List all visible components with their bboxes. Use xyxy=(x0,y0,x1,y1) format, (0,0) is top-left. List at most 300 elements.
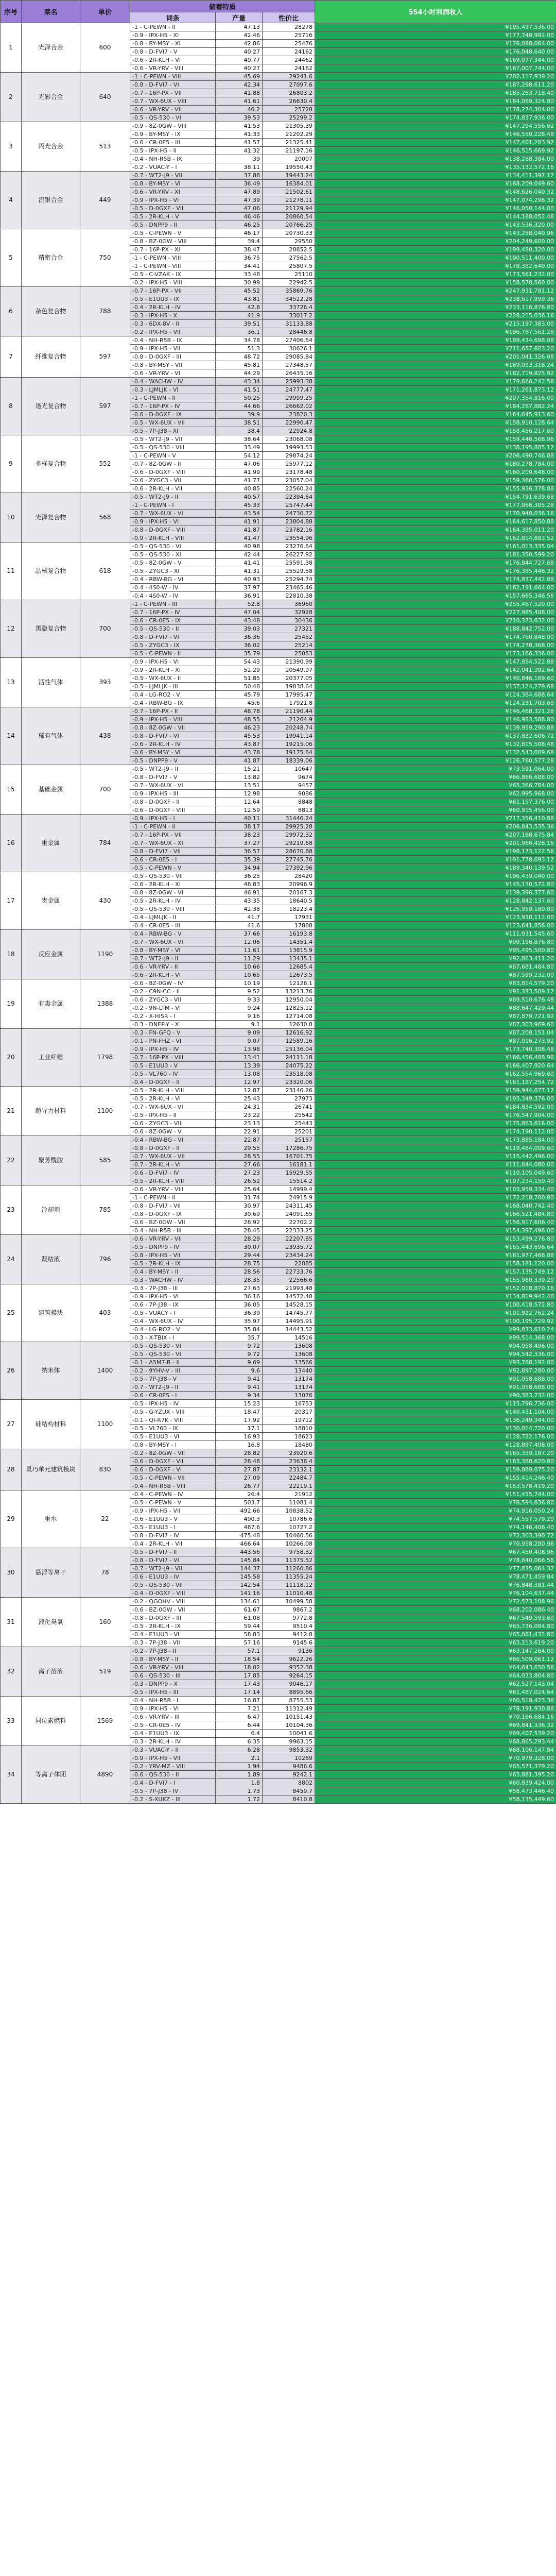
ratio-cell[interactable]: 23276.64 xyxy=(263,543,315,551)
production-cell[interactable]: 40.27 xyxy=(216,48,263,56)
income-cell[interactable]: ¥164,385,011.20 xyxy=(315,526,556,534)
group-name-cell[interactable]: 凝结液 xyxy=(22,1235,80,1284)
production-cell[interactable]: 36.05 xyxy=(216,1301,263,1309)
ratio-cell[interactable]: 10838.52 xyxy=(263,1507,315,1515)
feature-cell[interactable]: -0.5 - QS-530 - VIII xyxy=(130,905,216,913)
feature-cell[interactable]: -0.7 - 16P-PX - IV xyxy=(130,402,216,411)
production-cell[interactable]: 41.33 xyxy=(216,130,263,139)
ratio-cell[interactable]: 28670.88 xyxy=(263,848,315,856)
feature-cell[interactable]: -0.8 - D-0GXF - VIII xyxy=(130,526,216,534)
feature-cell[interactable]: -0.6 - CR-0E5 - III xyxy=(130,139,216,147)
income-cell[interactable]: ¥132,815,508.48 xyxy=(315,740,556,749)
feature-cell[interactable]: -0.6 - CR-0E5 - IX xyxy=(130,617,216,625)
feature-cell[interactable]: -0.6 - E1UU3 - V xyxy=(130,1515,216,1523)
production-cell[interactable]: 43.48 xyxy=(216,617,263,625)
ratio-cell[interactable]: 10647 xyxy=(263,765,315,773)
income-cell[interactable]: ¥126,760,577.28 xyxy=(315,757,556,765)
production-cell[interactable]: 45.52 xyxy=(216,287,263,295)
income-cell[interactable]: ¥182,719,825.92 xyxy=(315,369,556,378)
production-cell[interactable]: 33.49 xyxy=(216,444,263,452)
production-cell[interactable]: 17.85 xyxy=(216,1672,263,1680)
ratio-cell[interactable]: 22333.25 xyxy=(263,1227,315,1235)
ratio-cell[interactable]: 20860.54 xyxy=(263,213,315,221)
ratio-cell[interactable]: 11260.86 xyxy=(263,1565,315,1573)
group-price-cell[interactable]: 597 xyxy=(80,336,130,378)
feature-cell[interactable]: -0.5 - DNPP9 - V xyxy=(130,757,216,765)
income-cell[interactable]: ¥162,814,883.52 xyxy=(315,534,556,543)
income-cell[interactable]: ¥154,791,639.68 xyxy=(315,493,556,501)
income-cell[interactable]: ¥165,443,696.64 xyxy=(315,1243,556,1251)
feature-cell[interactable]: -0.6 - CR-0E5 - I xyxy=(130,1392,216,1400)
income-cell[interactable]: ¥91,333,509.12 xyxy=(315,988,556,996)
income-cell[interactable]: ¥64,643,650.56 xyxy=(315,1664,556,1672)
group-seq-cell[interactable]: 26 xyxy=(1,1342,22,1400)
table-row[interactable] xyxy=(1,1342,556,1350)
production-cell[interactable]: 38.47 xyxy=(216,246,263,254)
ratio-cell[interactable]: 19550.43 xyxy=(263,163,315,172)
feature-cell[interactable]: -1 - C-PEWN - VIII xyxy=(130,262,216,270)
group-seq-cell[interactable]: 3 xyxy=(1,122,22,172)
ratio-cell[interactable]: 27562.5 xyxy=(263,254,315,262)
production-cell[interactable]: 39.9 xyxy=(216,411,263,419)
feature-cell[interactable]: -0.4 - LG-RO2 - V xyxy=(130,1326,216,1334)
group-name-cell[interactable]: 贵金属 xyxy=(22,872,80,930)
feature-cell[interactable]: -0.3 - 6DX-8V - II xyxy=(130,320,216,328)
ratio-cell[interactable]: 22942.5 xyxy=(263,279,315,287)
group-seq-cell[interactable]: 9 xyxy=(1,435,22,493)
feature-cell[interactable]: -1 - C-PEWN - II xyxy=(130,1194,216,1202)
feature-cell[interactable]: -0.6 - VR-YRV - II xyxy=(130,963,216,971)
ratio-cell[interactable]: 23782.16 xyxy=(263,526,315,534)
group-price-cell[interactable]: 640 xyxy=(80,73,130,122)
ratio-cell[interactable]: 10269 xyxy=(263,1754,315,1762)
production-cell[interactable]: 28.82 xyxy=(216,1449,263,1458)
production-cell[interactable]: 48.72 xyxy=(216,353,263,361)
group-price-cell[interactable]: 830 xyxy=(80,1449,130,1490)
production-cell[interactable]: 1.94 xyxy=(216,1762,263,1771)
header-name[interactable]: 菜名 xyxy=(22,1,80,23)
income-cell[interactable]: ¥201,966,428.16 xyxy=(315,839,556,848)
income-cell[interactable]: ¥166,521,484.80 xyxy=(315,1210,556,1218)
feature-cell[interactable]: -0.6 - VR-YRV - VIII xyxy=(130,1664,216,1672)
feature-cell[interactable]: -0.1 - A5M7-B - II xyxy=(130,1359,216,1367)
income-cell[interactable]: ¥189,340,139.52 xyxy=(315,864,556,872)
feature-cell[interactable]: -0.6 - ZYGC3 - VIII xyxy=(130,1120,216,1128)
ratio-cell[interactable]: 25443 xyxy=(263,1120,315,1128)
table-row[interactable] xyxy=(1,1647,556,1655)
income-cell[interactable]: ¥174,760,848.00 xyxy=(315,633,556,641)
feature-cell[interactable]: -0.6 - 2R-KLH - IV xyxy=(130,740,216,749)
ratio-cell[interactable]: 10499.58 xyxy=(263,1598,315,1606)
feature-cell[interactable]: -0.4 - NH-R5B - IX xyxy=(130,336,216,345)
group-seq-cell[interactable]: 12 xyxy=(1,600,22,658)
table-row[interactable] xyxy=(1,600,556,608)
table-row[interactable] xyxy=(1,1598,556,1606)
ratio-cell[interactable]: 30626.1 xyxy=(263,345,315,353)
feature-cell[interactable]: -1 - C-PEWN - V xyxy=(130,452,216,460)
feature-cell[interactable]: -0.5 - QS-530 - II xyxy=(130,625,216,633)
income-cell[interactable]: ¥176,844,727.68 xyxy=(315,559,556,567)
ratio-cell[interactable]: 8848 xyxy=(263,798,315,806)
ratio-cell[interactable]: 24111.18 xyxy=(263,1054,315,1062)
feature-cell[interactable]: -0.5 - LJMLJK - III xyxy=(130,683,216,691)
production-cell[interactable]: 17.92 xyxy=(216,1416,263,1425)
income-cell[interactable]: ¥74,916,050.24 xyxy=(315,1507,556,1515)
income-cell[interactable]: ¥238,617,999.36 xyxy=(315,295,556,303)
income-cell[interactable]: ¥124,231,703.68 xyxy=(315,699,556,707)
group-seq-cell[interactable]: 33 xyxy=(1,1697,22,1746)
group-seq-cell[interactable]: 13 xyxy=(1,658,22,707)
group-name-cell[interactable]: 重金属 xyxy=(22,815,80,872)
feature-cell[interactable]: -0.7 - WX-6UX - VI xyxy=(130,510,216,518)
ratio-cell[interactable]: 13076 xyxy=(263,1392,315,1400)
income-cell[interactable]: ¥140,431,104.00 xyxy=(315,1408,556,1416)
income-cell[interactable]: ¥76,848,381.44 xyxy=(315,1581,556,1589)
income-cell[interactable]: ¥137,124,279.68 xyxy=(315,683,556,691)
income-cell[interactable]: ¥185,263,718.40 xyxy=(315,89,556,97)
income-cell[interactable]: ¥78,640,066.56 xyxy=(315,1556,556,1565)
production-cell[interactable]: 47.89 xyxy=(216,188,263,196)
ratio-cell[interactable]: 23434.24 xyxy=(263,1251,315,1260)
income-cell[interactable]: ¥207,354,816.00 xyxy=(315,394,556,402)
ratio-cell[interactable]: 23140.26 xyxy=(263,1087,315,1095)
income-cell[interactable]: ¥111,844,080.00 xyxy=(315,1161,556,1169)
ratio-cell[interactable]: 14745.77 xyxy=(263,1309,315,1317)
group-name-cell[interactable]: 离子溶液 xyxy=(22,1647,80,1697)
ratio-cell[interactable]: 13815.9 xyxy=(263,946,315,955)
ratio-cell[interactable]: 13174 xyxy=(263,1375,315,1383)
group-price-cell[interactable]: 585 xyxy=(80,1136,130,1185)
ratio-cell[interactable]: 14572.48 xyxy=(263,1293,315,1301)
income-cell[interactable]: ¥99,833,610.24 xyxy=(315,1326,556,1334)
group-name-cell[interactable]: 纤维复合物 xyxy=(22,336,80,378)
feature-cell[interactable]: -0.5 - D-0GXF - VII xyxy=(130,205,216,213)
group-seq-cell[interactable]: 6 xyxy=(1,287,22,336)
income-cell[interactable]: ¥176,547,904.00 xyxy=(315,1111,556,1120)
production-cell[interactable]: 45.6 xyxy=(216,699,263,707)
ratio-cell[interactable]: 25201 xyxy=(263,1128,315,1136)
feature-cell[interactable]: -0.8 - D-FVI7 - VI xyxy=(130,1556,216,1565)
feature-cell[interactable]: -0.8 - D-FVI7 - V xyxy=(130,773,216,782)
ratio-cell[interactable]: 34522.28 xyxy=(263,295,315,303)
income-cell[interactable]: ¥78,471,459.84 xyxy=(315,1573,556,1581)
production-cell[interactable]: 13.82 xyxy=(216,773,263,782)
group-seq-cell[interactable]: 34 xyxy=(1,1746,22,1804)
ratio-cell[interactable]: 18810 xyxy=(263,1425,315,1433)
income-cell[interactable]: ¥155,936,378.88 xyxy=(315,485,556,493)
feature-cell[interactable]: -0.2 - IPX-H5 - VIII xyxy=(130,279,216,287)
production-cell[interactable]: 487.6 xyxy=(216,1523,263,1532)
group-price-cell[interactable]: 449 xyxy=(80,172,130,229)
feature-cell[interactable]: -0.8 - BY-MSY - II xyxy=(130,1655,216,1664)
ratio-cell[interactable]: 13608 xyxy=(263,1350,315,1359)
ratio-cell[interactable]: 27321 xyxy=(263,625,315,633)
income-cell[interactable]: ¥167,007,744.00 xyxy=(315,64,556,73)
feature-cell[interactable]: -0.3 - DNPP9 - X xyxy=(130,1680,216,1688)
feature-cell[interactable]: -0.4 - 2R-KLH - IV xyxy=(130,303,216,312)
ratio-cell[interactable]: 9867.2 xyxy=(263,1606,315,1614)
ratio-cell[interactable]: 27973 xyxy=(263,1095,315,1103)
production-cell[interactable]: 9.07 xyxy=(216,1037,263,1045)
income-cell[interactable]: ¥87,208,151.04 xyxy=(315,1029,556,1037)
feature-cell[interactable]: -0.7 - 16P-PX - IV xyxy=(130,608,216,617)
header-feature-group[interactable]: 储蓄特质 xyxy=(130,1,315,12)
ratio-cell[interactable]: 21502.61 xyxy=(263,188,315,196)
income-cell[interactable]: ¥215,197,383.00 xyxy=(315,320,556,328)
ratio-cell[interactable]: 31446.24 xyxy=(263,815,315,823)
production-cell[interactable]: 50.25 xyxy=(216,394,263,402)
ratio-cell[interactable]: 11312.49 xyxy=(263,1705,315,1713)
production-cell[interactable]: 9.72 xyxy=(216,1350,263,1359)
income-cell[interactable]: ¥65,366,784.00 xyxy=(315,782,556,790)
income-cell[interactable]: ¥91,058,688.00 xyxy=(315,1383,556,1392)
feature-cell[interactable]: -1 - C-PEWN - I xyxy=(130,501,216,510)
income-cell[interactable]: ¥111,931,545.60 xyxy=(315,930,556,938)
income-cell[interactable]: ¥139,396,377.60 xyxy=(315,889,556,897)
ratio-cell[interactable]: 24777.47 xyxy=(263,386,315,394)
table-row[interactable] xyxy=(1,229,556,238)
feature-cell[interactable]: -0.6 - 2R-KLH - XI xyxy=(130,880,216,889)
ratio-cell[interactable]: 15514.2 xyxy=(263,1177,315,1185)
feature-cell[interactable]: -0.5 - QS-530 - VII xyxy=(130,872,216,880)
production-cell[interactable]: 54.43 xyxy=(216,658,263,666)
income-cell[interactable]: ¥255,467,520.00 xyxy=(315,600,556,608)
feature-cell[interactable]: -0.5 - WT2-J9 - II xyxy=(130,765,216,773)
ratio-cell[interactable]: 22484.7 xyxy=(263,1474,315,1482)
ratio-cell[interactable]: 19941.14 xyxy=(263,732,315,740)
feature-cell[interactable]: -0.2 - C9N-CC - II xyxy=(130,988,216,996)
feature-cell[interactable]: -0.9 - IPX-H5 - I xyxy=(130,815,216,823)
group-price-cell[interactable]: 403 xyxy=(80,1284,130,1342)
feature-cell[interactable]: -0.7 - WX-6UX - VI xyxy=(130,938,216,946)
production-cell[interactable]: 466.64 xyxy=(216,1540,263,1548)
production-cell[interactable]: 6.4 xyxy=(216,1730,263,1738)
ratio-cell[interactable]: 16193.8 xyxy=(263,930,315,938)
table-row[interactable] xyxy=(1,122,556,130)
group-name-cell[interactable]: 同位素燃料 xyxy=(22,1697,80,1746)
income-cell[interactable]: ¥87,599,232.00 xyxy=(315,971,556,979)
income-cell[interactable]: ¥136,249,344.00 xyxy=(315,1416,556,1425)
income-cell[interactable]: ¥184,287,882.24 xyxy=(315,402,556,411)
ratio-cell[interactable]: 21993.48 xyxy=(263,1284,315,1293)
ratio-cell[interactable]: 23320.06 xyxy=(263,1078,315,1087)
ratio-cell[interactable]: 12673.5 xyxy=(263,971,315,979)
income-cell[interactable]: ¥115,796,736.00 xyxy=(315,1400,556,1408)
income-cell[interactable]: ¥173,740,308.48 xyxy=(315,1045,556,1054)
income-cell[interactable]: ¥227,985,408.00 xyxy=(315,608,556,617)
ratio-cell[interactable]: 25110 xyxy=(263,270,315,279)
group-name-cell[interactable]: 硅结构材料 xyxy=(22,1400,80,1449)
income-cell[interactable]: ¥88,647,429.44 xyxy=(315,1004,556,1012)
income-cell[interactable]: ¥165,339,187.20 xyxy=(315,1449,556,1458)
group-price-cell[interactable]: 568 xyxy=(80,493,130,543)
feature-cell[interactable]: -0.9 - IPX-H5 - VI xyxy=(130,658,216,666)
ratio-cell[interactable]: 23465.46 xyxy=(263,584,315,592)
feature-cell[interactable]: -1 - C-PEWN - II xyxy=(130,23,216,31)
production-cell[interactable]: 41.32 xyxy=(216,147,263,155)
production-cell[interactable]: 12.87 xyxy=(216,1087,263,1095)
group-price-cell[interactable]: 78 xyxy=(80,1548,130,1598)
production-cell[interactable]: 36.02 xyxy=(216,641,263,650)
production-cell[interactable]: 40.93 xyxy=(216,575,263,584)
ratio-cell[interactable]: 9086 xyxy=(263,790,315,798)
income-cell[interactable]: ¥77,835,064.32 xyxy=(315,1565,556,1573)
ratio-cell[interactable]: 8895.66 xyxy=(263,1688,315,1697)
income-cell[interactable]: ¥60,839,424.00 xyxy=(315,1779,556,1787)
income-cell[interactable]: ¥128,722,176.00 xyxy=(315,1433,556,1441)
production-cell[interactable]: 27.09 xyxy=(216,1474,263,1482)
feature-cell[interactable]: -0.9 - BY-MSY - IX xyxy=(130,130,216,139)
feature-cell[interactable]: -0.5 - IPX-H5 - III xyxy=(130,1688,216,1697)
feature-cell[interactable]: -0.5 - E1UU3 - VI xyxy=(130,1433,216,1441)
production-cell[interactable]: 41.87 xyxy=(216,526,263,534)
production-cell[interactable]: 23.13 xyxy=(216,1120,263,1128)
income-cell[interactable]: ¥94,058,496.00 xyxy=(315,1342,556,1350)
production-cell[interactable]: 28.75 xyxy=(216,1260,263,1268)
income-cell[interactable]: ¥128,842,137.60 xyxy=(315,897,556,905)
ratio-cell[interactable]: 25728 xyxy=(263,106,315,114)
income-cell[interactable]: ¥153,499,276.80 xyxy=(315,1235,556,1243)
production-cell[interactable]: 44.66 xyxy=(216,402,263,411)
group-seq-cell[interactable]: 16 xyxy=(1,815,22,872)
production-cell[interactable]: 27.23 xyxy=(216,1169,263,1177)
group-price-cell[interactable]: 393 xyxy=(80,658,130,707)
ratio-cell[interactable]: 23554.96 xyxy=(263,534,315,543)
production-cell[interactable]: 41.87 xyxy=(216,757,263,765)
ratio-cell[interactable]: 23178.48 xyxy=(263,468,315,477)
ratio-cell[interactable]: 9264.15 xyxy=(263,1672,315,1680)
feature-cell[interactable]: -0.4 - RBW-BG - V xyxy=(130,930,216,938)
ratio-cell[interactable]: 13608 xyxy=(263,1342,315,1350)
feature-cell[interactable]: -0.9 - IPX-H5 - III xyxy=(130,790,216,798)
income-cell[interactable]: ¥138,288,384.00 xyxy=(315,155,556,163)
income-cell[interactable]: ¥199,480,320.00 xyxy=(315,246,556,254)
feature-cell[interactable]: -0.6 - VR-YRV - XI xyxy=(130,188,216,196)
ratio-cell[interactable]: 19215.06 xyxy=(263,740,315,749)
feature-cell[interactable]: -0.6 - 2R-KLH - VII xyxy=(130,485,216,493)
production-cell[interactable]: 35.79 xyxy=(216,650,263,658)
production-cell[interactable]: 41.91 xyxy=(216,518,263,526)
ratio-cell[interactable]: 33726.4 xyxy=(263,303,315,312)
group-name-cell[interactable]: 有毒金属 xyxy=(22,979,80,1029)
ratio-cell[interactable]: 22560.24 xyxy=(263,485,315,493)
ratio-cell[interactable]: 21197.16 xyxy=(263,147,315,155)
production-cell[interactable]: 28.56 xyxy=(216,1268,263,1276)
production-cell[interactable]: 37.88 xyxy=(216,172,263,180)
table-row[interactable] xyxy=(1,1490,556,1499)
income-cell[interactable]: ¥62,527,143.04 xyxy=(315,1680,556,1688)
production-cell[interactable]: 30.97 xyxy=(216,1202,263,1210)
group-seq-cell[interactable]: 11 xyxy=(1,543,22,600)
group-price-cell[interactable]: 750 xyxy=(80,229,130,287)
production-cell[interactable]: 61.67 xyxy=(216,1606,263,1614)
header-production[interactable]: 产量 xyxy=(216,12,263,23)
production-cell[interactable]: 45.53 xyxy=(216,732,263,740)
feature-cell[interactable]: -0.9 - IPX-H5 - XI xyxy=(130,31,216,40)
production-cell[interactable]: 26.4 xyxy=(216,1490,263,1499)
ratio-cell[interactable]: 11355.24 xyxy=(263,1573,315,1581)
ratio-cell[interactable]: 29085.84 xyxy=(263,353,315,361)
feature-cell[interactable]: -0.3 - DNEP-Y - X xyxy=(130,1021,216,1029)
group-seq-cell[interactable]: 1 xyxy=(1,23,22,73)
ratio-cell[interactable]: 21305.39 xyxy=(263,122,315,130)
income-cell[interactable]: ¥247,931,781.12 xyxy=(315,287,556,295)
group-seq-cell[interactable]: 30 xyxy=(1,1548,22,1598)
feature-cell[interactable]: -0.4 - D-0GXF - VIII xyxy=(130,1589,216,1598)
feature-cell[interactable]: -0.2 - 8Z-0GW - VII xyxy=(130,1449,216,1458)
production-cell[interactable]: 36.25 xyxy=(216,872,263,880)
ratio-cell[interactable]: 21129.94 xyxy=(263,205,315,213)
production-cell[interactable]: 1.89 xyxy=(216,1771,263,1779)
feature-cell[interactable]: -0.1 - PN-FHZ - VI xyxy=(130,1037,216,1045)
ratio-cell[interactable]: 24075.22 xyxy=(263,1062,315,1070)
feature-cell[interactable]: -0.8 - D-0GXF - II xyxy=(130,1144,216,1153)
feature-cell[interactable]: -0.7 - 16P-PX - XI xyxy=(130,246,216,254)
feature-cell[interactable]: -0.6 - D-0GXF - IX xyxy=(130,411,216,419)
feature-cell[interactable]: -0.5 - E1UU3 - IX xyxy=(130,295,216,303)
production-cell[interactable]: 41.51 xyxy=(216,386,263,394)
production-cell[interactable]: 44.29 xyxy=(216,369,263,378)
income-cell[interactable]: ¥162,191,664.00 xyxy=(315,584,556,592)
income-cell[interactable]: ¥147,401,203.92 xyxy=(315,139,556,147)
ratio-cell[interactable]: 12616.92 xyxy=(263,1029,315,1037)
ratio-cell[interactable]: 22219.1 xyxy=(263,1482,315,1490)
income-cell[interactable]: ¥174,190,112.00 xyxy=(315,1128,556,1136)
feature-cell[interactable]: -0.4 - LG-RO2 - V xyxy=(130,691,216,699)
feature-cell[interactable]: -0.6 - D-FVI7 - IV xyxy=(130,1169,216,1177)
feature-cell[interactable]: -0.4 - C-PEWN - IV xyxy=(130,1490,216,1499)
ratio-cell[interactable]: 28420 xyxy=(263,872,315,880)
feature-cell[interactable]: -0.9 - 2R-KLH - VIII xyxy=(130,534,216,543)
group-name-cell[interactable]: 多样复合物 xyxy=(22,435,80,493)
production-cell[interactable]: 52.8 xyxy=(216,600,263,608)
feature-cell[interactable]: -0.4 - BY-MSY - II xyxy=(130,1268,216,1276)
income-cell[interactable]: ¥171,261,873.12 xyxy=(315,386,556,394)
ratio-cell[interactable]: 22702.2 xyxy=(263,1218,315,1227)
production-cell[interactable]: 492.66 xyxy=(216,1507,263,1515)
income-cell[interactable]: ¥87,879,721.92 xyxy=(315,1012,556,1021)
group-seq-cell[interactable]: 15 xyxy=(1,765,22,815)
production-cell[interactable]: 39.53 xyxy=(216,114,263,122)
ratio-cell[interactable]: 21325.41 xyxy=(263,139,315,147)
feature-cell[interactable]: -0.6 - CR-0E5 - I xyxy=(130,856,216,864)
production-cell[interactable]: 35.39 xyxy=(216,856,263,864)
group-name-cell[interactable]: 液化臭氧 xyxy=(22,1598,80,1647)
production-cell[interactable]: 46.23 xyxy=(216,724,263,732)
group-price-cell[interactable]: 1569 xyxy=(80,1697,130,1746)
production-cell[interactable]: 39 xyxy=(216,155,263,163)
ratio-cell[interactable]: 24162 xyxy=(263,48,315,56)
feature-cell[interactable]: -0.6 - 8Z-0GW - IV xyxy=(130,979,216,988)
feature-cell[interactable]: -0.6 - ZYGC3 - VII xyxy=(130,996,216,1004)
production-cell[interactable]: 40.77 xyxy=(216,56,263,64)
ratio-cell[interactable]: 12685.4 xyxy=(263,963,315,971)
table-row[interactable] xyxy=(1,658,556,666)
production-cell[interactable]: 23.22 xyxy=(216,1111,263,1120)
income-cell[interactable]: ¥161,977,466.88 xyxy=(315,1251,556,1260)
production-cell[interactable]: 46.46 xyxy=(216,213,263,221)
income-cell[interactable]: ¥66,866,688.00 xyxy=(315,773,556,782)
production-cell[interactable]: 28.29 xyxy=(216,1235,263,1243)
income-cell[interactable]: ¥157,135,749.12 xyxy=(315,1268,556,1276)
production-cell[interactable]: 61.08 xyxy=(216,1614,263,1622)
production-cell[interactable]: 15.23 xyxy=(216,1400,263,1408)
production-cell[interactable]: 6.28 xyxy=(216,1746,263,1754)
income-cell[interactable]: ¥152,018,870.16 xyxy=(315,1284,556,1293)
ratio-cell[interactable]: 20377.05 xyxy=(263,674,315,683)
ratio-cell[interactable]: 20730.33 xyxy=(263,229,315,238)
ratio-cell[interactable]: 12825.12 xyxy=(263,1004,315,1012)
